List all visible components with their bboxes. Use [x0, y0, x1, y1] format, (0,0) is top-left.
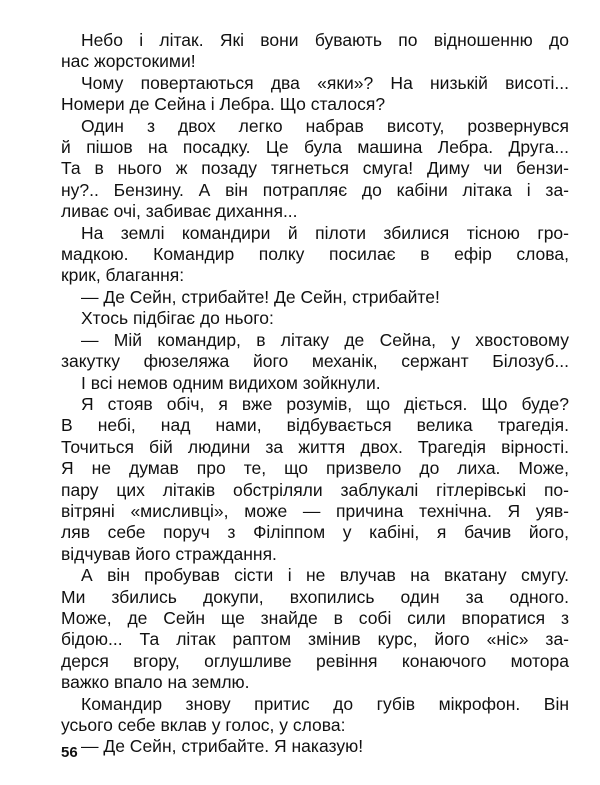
text-line: мадкою. Командир полку посилає в ефір слова, [61, 244, 569, 265]
text-line: Ми збились докупи, вхопились один за одного. [61, 586, 569, 607]
body-text [61, 30, 569, 758]
text-line: Я не думав про те, що призвело до лиха. Може, [61, 458, 569, 479]
text-line: бідою... Та літак раптом змінив курс, його «ніс» за- [61, 629, 569, 650]
text-line: усього себе вклав у голос, у слова: [61, 715, 346, 735]
text-line: Небо і літак. Які вони бувають по відношенню до [81, 30, 569, 50]
text-line: й пішов на посадку. Це була машина Лебра. Друга... [61, 137, 569, 158]
text-line: Номери де Сейна і Лебра. Що сталося? [61, 94, 386, 115]
text-line: нас жорстокими! [61, 51, 196, 72]
text-line: Хтось підбігає до нього: [81, 308, 274, 329]
text-line: важко впало на землю. [61, 672, 250, 693]
text-line: ну?.. Бензину. А він потрапляє до кабіни літака і за- [61, 179, 569, 200]
text-line: — Мій командир, в літаку де Сейна, у хвостовому [81, 329, 569, 350]
text-line: закутку фюзеляжа його механік, сержант Білозуб... [61, 351, 569, 372]
text-line: Один з двох легко набрав висоту, розвернувся [81, 115, 569, 136]
text-line: вітряні «мисливці», може — причина технічна. Я уяв- [61, 500, 569, 521]
text-line: дерся вгору, оглушливе ревіння конаючого мотора [61, 650, 569, 671]
page-number: 56 [61, 744, 78, 761]
text-line: Може, де Сейн ще знайде в собі сили впоратися з [61, 607, 569, 628]
text-line: В небі, над нами, відбувається велика трагедія. [61, 415, 569, 436]
text-line: — Де Сейн, стрибайте. Я наказую! [81, 736, 364, 757]
text-line: Командир знову притис до губів мікрофон. Він [81, 693, 569, 714]
text-line: ляв себе поруч з Філіппом у кабіні, я бачив його, [61, 522, 569, 543]
text-line: пару цих літаків обстріляли заблукалі гітлерівські по- [61, 479, 569, 500]
text-line: І всі немов одним видихом зойкнули. [81, 372, 381, 393]
text-line: — Де Сейн, стрибайте! Де Сейн, стрибайте! [81, 286, 440, 307]
text-line: Я стояв обіч, я вже розумів, що діється. Що буде? [81, 393, 569, 414]
text-line: відчував його страждання. [61, 543, 277, 564]
text-line: крик, благання: [61, 265, 185, 286]
text-line: А він пробував сісти і не влучав на вкатану смугу. [81, 565, 569, 586]
text-line: На землі командири й пілоти збилися тісною гро- [81, 222, 569, 243]
text-line: ливає очі, забиває дихання... [61, 201, 298, 222]
text-line: Чому повертаються два «яки»? На низькій висоті... [81, 72, 569, 93]
text-line: Та в нього ж позаду тягнеться смуга! Диму чи бензи- [61, 158, 569, 179]
text-line: Точиться бій людини за життя двох. Трагедія вірності. [61, 436, 569, 457]
